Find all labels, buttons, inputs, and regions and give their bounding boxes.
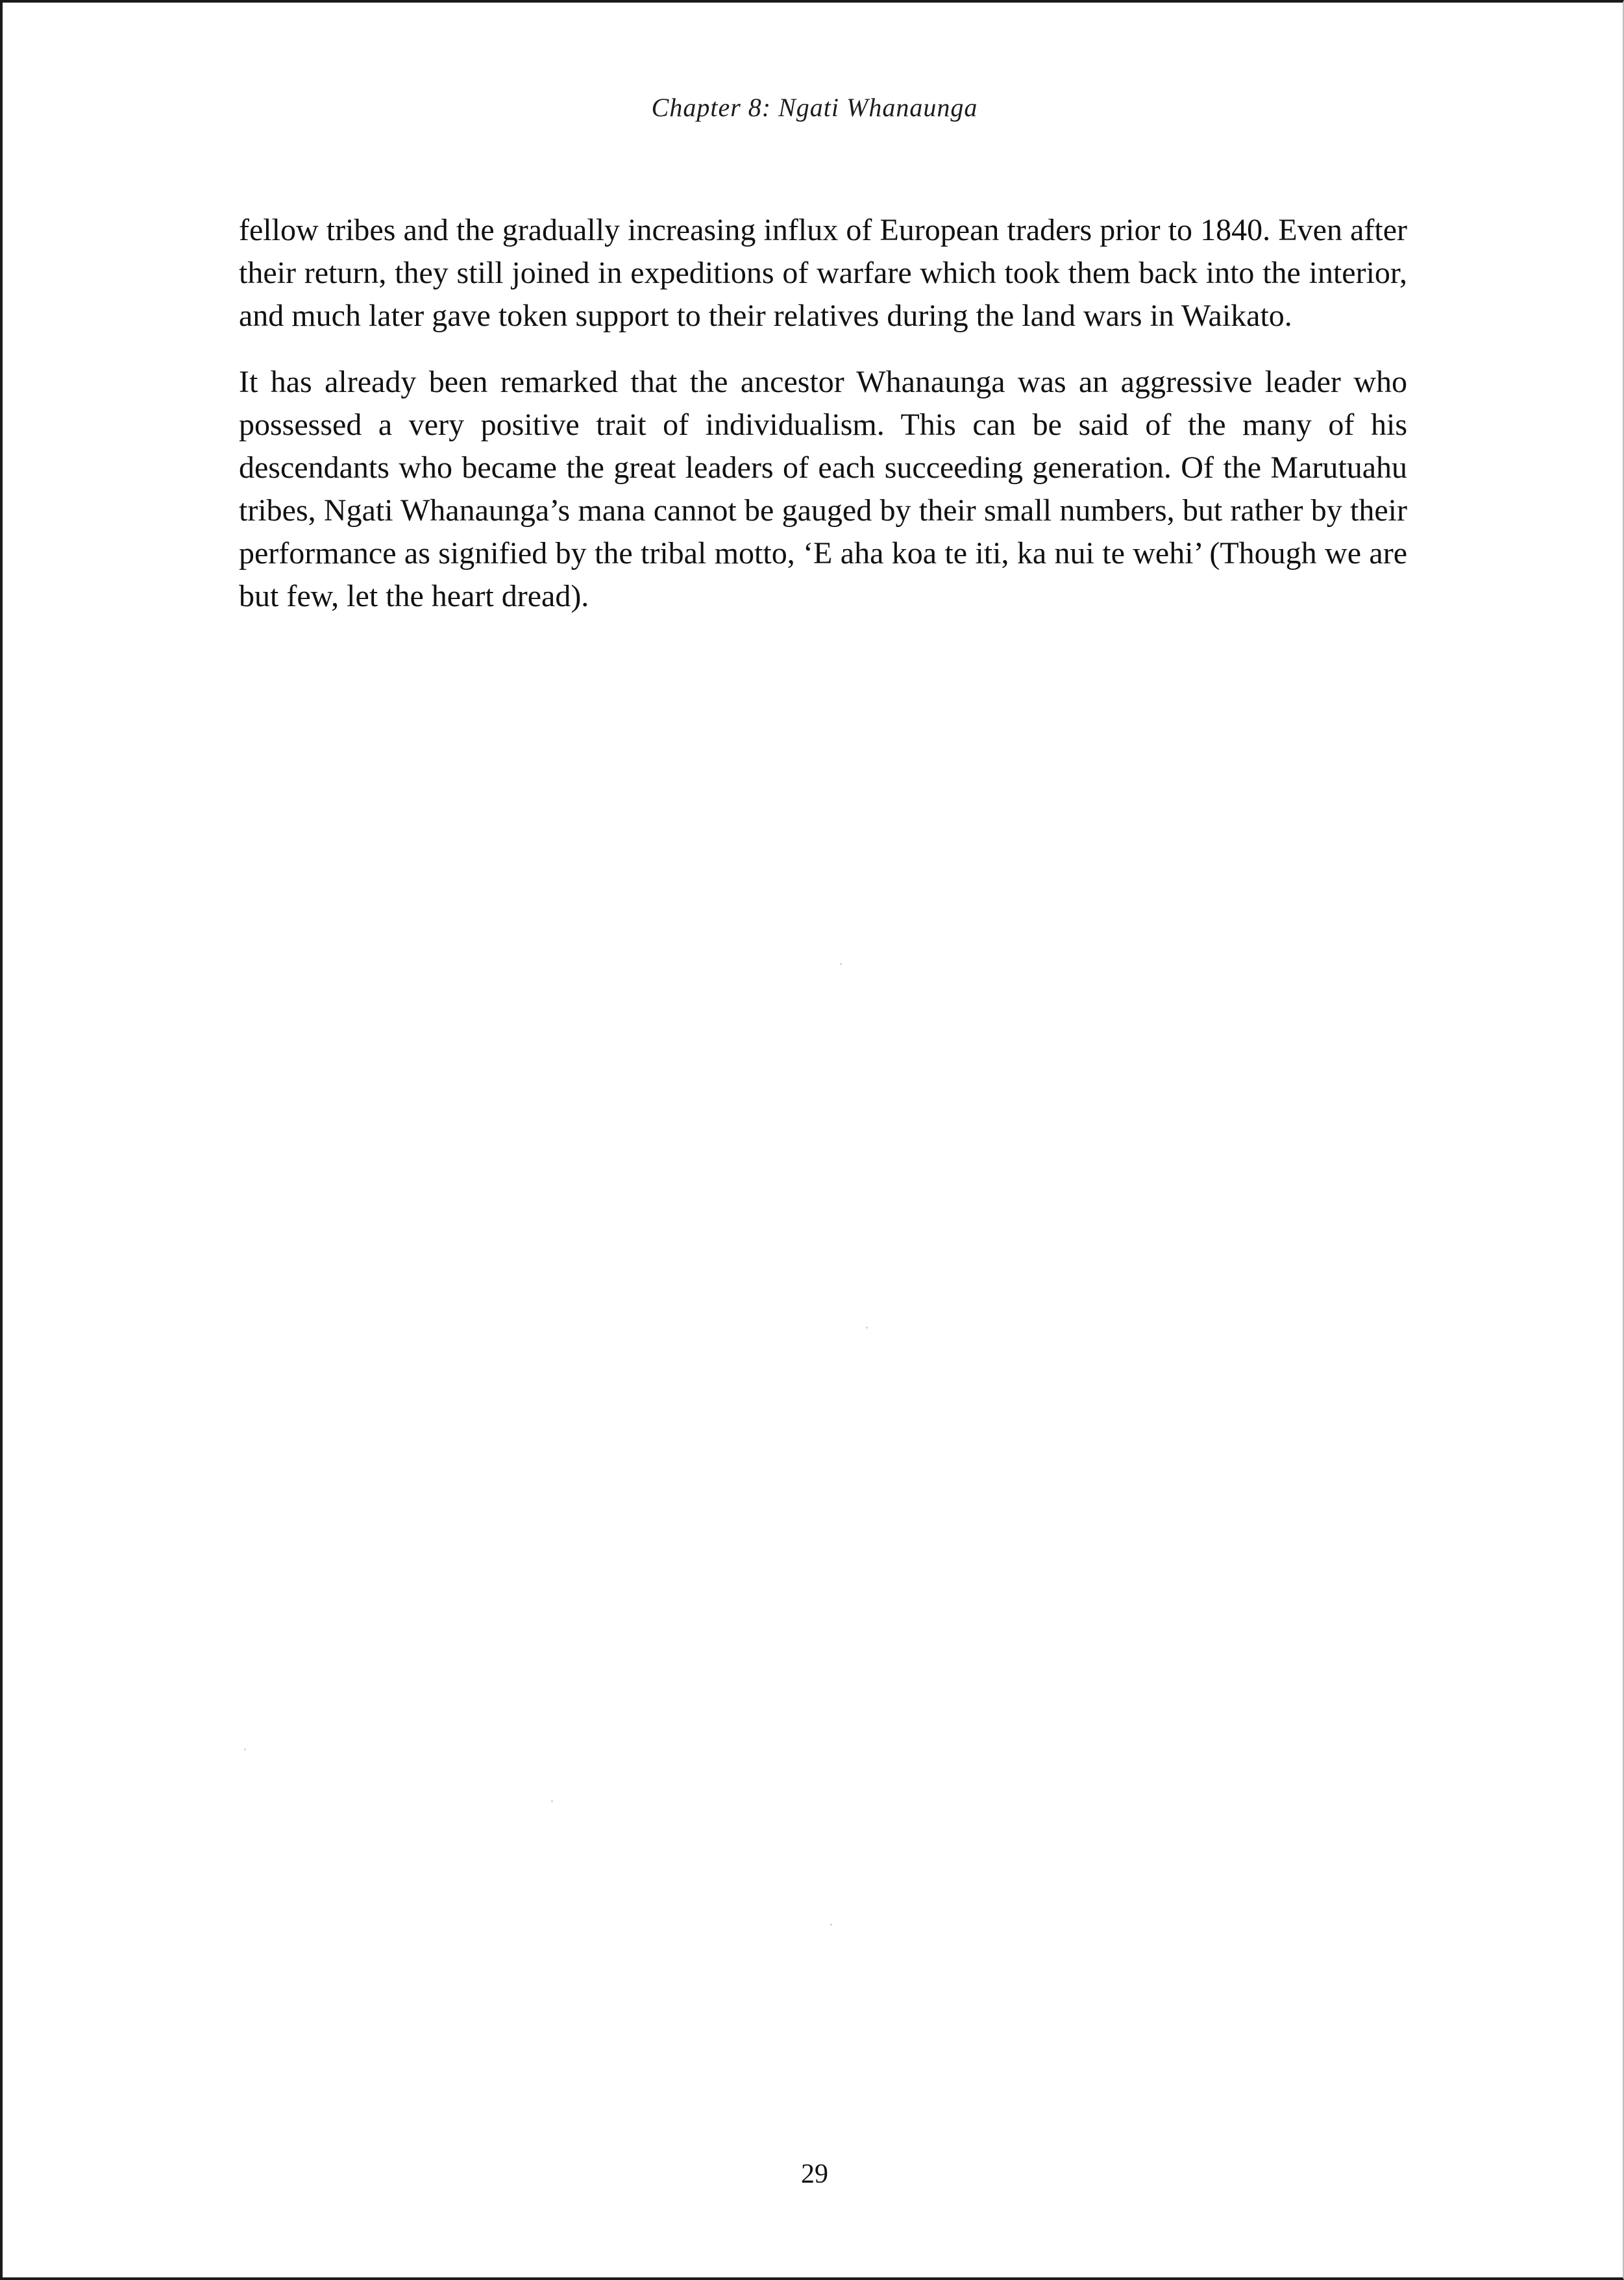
- scan-speck: [866, 1327, 868, 1329]
- scan-speck: [551, 1800, 553, 1802]
- scan-speck: [840, 963, 842, 965]
- body-text: [239, 209, 1407, 641]
- running-head: Chapter 8: Ngati Whanaunga: [651, 93, 978, 122]
- scan-speck: [244, 1748, 246, 1750]
- paragraph-1: fellow tribes and the gradually increasing influx of European traders prior to 1840. Even after their return, they still joined in expeditions of warfare which took them back into the interior, and much later gave token support to their relatives during the land wars in Waikato.: [239, 213, 1407, 333]
- page-number: 29: [801, 2159, 828, 2189]
- scan-speck: [830, 1924, 832, 1926]
- paragraph-2: It has already been remarked that the ancestor Whanaunga was an aggressive leader who possessed a very positive trait of individualism. This can be said of the many of his descendants who became the great leaders of each succeeding generation. Of the Marutuahu tribes, Ngati Whanaunga’s mana cannot be gauged by their small numbers, but rather by their performance as signified by the tribal motto, ‘E aha koa te iti, ka nui te wehi’ (Though we are but few, let the heart dread).: [239, 365, 1407, 613]
